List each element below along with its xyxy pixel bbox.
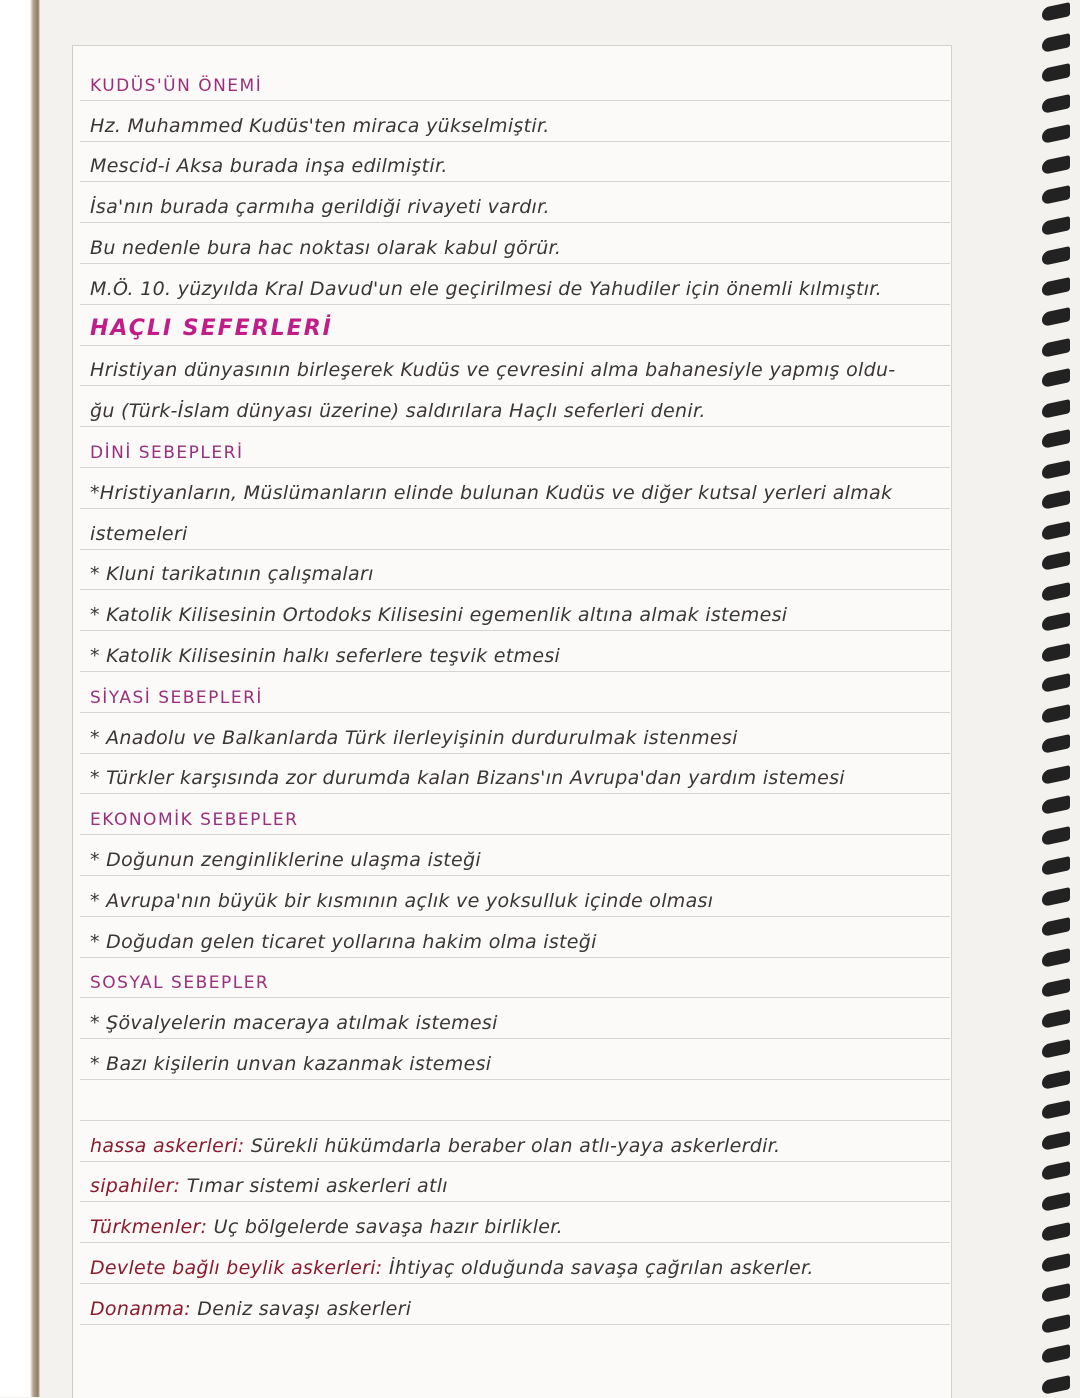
definition-text: İhtiyaç olduğunda savaşa çağrılan askerler. xyxy=(382,1256,814,1279)
definition-text: Sürekli hükümdarla beraber olan atlı-yaya askerlerdir. xyxy=(244,1134,781,1157)
spiral-ring xyxy=(1042,795,1070,815)
section-heading: SOSYAL SEBEPLER xyxy=(90,973,270,994)
spiral-ring xyxy=(1042,460,1070,480)
note-line xyxy=(80,672,950,713)
spiral-ring xyxy=(1042,1161,1070,1181)
note-line xyxy=(80,1162,950,1203)
spiral-ring xyxy=(1042,734,1070,754)
note-text: Hristiyan dünyasının birleşerek Kudüs ve çevresini alma bahanesiyle yapmış oldu- xyxy=(90,359,896,382)
spiral-ring xyxy=(1042,978,1070,998)
note-text: * Avrupa'nın büyük bir kısmının açlık ve yoksulluk içinde olması xyxy=(90,889,714,912)
note-line xyxy=(80,590,950,631)
spiral-ring xyxy=(1042,1375,1070,1395)
spiral-ring xyxy=(1042,765,1070,785)
spiral-ring xyxy=(1042,1039,1070,1059)
definition xyxy=(90,1135,780,1157)
note-text: İsa'nın burada çarmıha gerildiği rivayeti vardır. xyxy=(90,196,550,219)
definition-label: Türkmenler: xyxy=(90,1216,208,1239)
definition-label: hassa askerleri: xyxy=(90,1134,245,1157)
note-text: * Doğunun zenginliklerine ulaşma isteği xyxy=(90,848,481,871)
note-line xyxy=(80,1202,950,1243)
note-text: * Anadolu ve Balkanlarda Türk ilerleyişinin durdurulmak istenmesi xyxy=(90,726,738,749)
spiral-ring xyxy=(1042,917,1070,937)
spiral-ring xyxy=(1042,1131,1070,1151)
note-line xyxy=(80,305,950,346)
spiral-ring xyxy=(1042,582,1070,602)
note-line xyxy=(80,998,950,1039)
definition-text: Uç bölgelerde savaşa hazır birlikler. xyxy=(207,1216,563,1239)
note-text: * Şövalyelerin maceraya atılmak istemesi xyxy=(90,1012,498,1035)
spiral-ring xyxy=(1042,429,1070,449)
spiral-ring xyxy=(1042,1070,1070,1090)
note-text: Mescid-i Aksa burada inşa edilmiştir. xyxy=(90,155,448,178)
spiral-ring xyxy=(1042,1009,1070,1029)
spiral-ring xyxy=(1042,1222,1070,1242)
spiral-ring xyxy=(1042,1344,1070,1364)
note-line xyxy=(80,386,950,427)
spiral-ring xyxy=(1042,948,1070,968)
definition xyxy=(90,1298,411,1320)
spiral-ring xyxy=(1042,338,1070,358)
spiral-ring xyxy=(1042,1253,1070,1273)
note-line xyxy=(80,427,950,468)
definition-text: Tımar sistemi askerleri atlı xyxy=(180,1175,448,1198)
definition-label: sipahiler: xyxy=(90,1175,181,1198)
note-text: * Kluni tarikatının çalışmaları xyxy=(90,563,374,586)
note-line xyxy=(80,142,950,183)
note-line xyxy=(80,917,950,958)
note-line xyxy=(80,346,950,387)
note-text: * Bazı kişilerin unvan kazanmak istemesi xyxy=(90,1052,492,1075)
spiral-ring xyxy=(1042,673,1070,693)
spiral-ring xyxy=(1042,551,1070,571)
section-heading: KUDÜS'ÜN ÖNEMİ xyxy=(90,75,263,96)
spiral-ring xyxy=(1042,887,1070,907)
note-text: * Katolik Kilisesinin Ortodoks Kilisesini egemenlik altına almak istemesi xyxy=(90,604,788,627)
spiral-ring xyxy=(1042,1192,1070,1212)
spiral-ring xyxy=(1042,94,1070,114)
spiral-ring xyxy=(1042,612,1070,632)
definition-text: Deniz savaşı askerleri xyxy=(190,1297,412,1320)
page-edge xyxy=(0,0,40,1397)
spiral-ring xyxy=(1042,246,1070,266)
spiral-ring xyxy=(1042,155,1070,175)
spiral-ring xyxy=(1042,490,1070,510)
note-line xyxy=(80,713,950,754)
spiral-ring xyxy=(1042,368,1070,388)
spiral-ring xyxy=(1042,826,1070,846)
note-line xyxy=(80,264,950,305)
note-text: * Katolik Kilisesinin halkı seferlere teşvik etmesi xyxy=(90,644,561,667)
notes-lines xyxy=(80,60,950,1325)
note-line xyxy=(80,182,950,223)
note-line xyxy=(80,509,950,550)
spiral-ring xyxy=(1042,307,1070,327)
note-text: istemeleri xyxy=(90,522,188,545)
spiral-ring xyxy=(1042,643,1070,663)
note-text: Bu nedenle bura hac noktası olarak kabul görür. xyxy=(90,236,562,259)
note-text: *Hristiyanların, Müslümanların elinde bulunan Kudüs ve diğer kutsal yerleri almak xyxy=(90,481,893,504)
section-heading: DİNİ SEBEPLERİ xyxy=(90,442,244,463)
spiral-ring xyxy=(1042,399,1070,419)
definition-label: Donanma: xyxy=(90,1297,191,1320)
note-line xyxy=(80,794,950,835)
note-text: ğu (Türk-İslam dünyası üzerine) saldırılara Haçlı seferleri denir. xyxy=(90,400,706,423)
section-heading: SİYASİ SEBEPLERİ xyxy=(90,687,263,708)
spiral-ring xyxy=(1042,124,1070,144)
note-line xyxy=(80,223,950,264)
definition-label: Devlete bağlı beylik askerleri: xyxy=(90,1256,383,1279)
note-text: * Doğudan gelen ticaret yollarına hakim olma isteği xyxy=(90,930,597,953)
note-line xyxy=(80,1121,950,1162)
spiral-ring xyxy=(1042,704,1070,724)
note-line xyxy=(80,958,950,999)
note-text: Hz. Muhammed Kudüs'ten miraca yükselmiştir. xyxy=(90,114,550,137)
spiral-ring xyxy=(1042,856,1070,876)
note-line xyxy=(80,876,950,917)
note-line xyxy=(80,1080,950,1121)
spiral-ring xyxy=(1042,2,1070,22)
definition xyxy=(90,1216,563,1238)
section-heading: HAÇLI SEFERLERİ xyxy=(90,315,333,341)
spiral-ring xyxy=(1042,1100,1070,1120)
spiral-ring xyxy=(1042,185,1070,205)
definition xyxy=(90,1175,448,1197)
note-line xyxy=(80,835,950,876)
note-line xyxy=(80,60,950,101)
note-line xyxy=(80,101,950,142)
note-text: * Türkler karşısında zor durumda kalan Bizans'ın Avrupa'dan yardım istemesi xyxy=(90,767,845,790)
spiral-ring xyxy=(1042,277,1070,297)
section-heading: EKONOMİK SEBEPLER xyxy=(90,810,299,831)
spiral-ring xyxy=(1042,33,1070,53)
spiral-ring xyxy=(1042,521,1070,541)
note-line xyxy=(80,468,950,509)
note-line xyxy=(80,631,950,672)
note-line xyxy=(80,1243,950,1284)
note-line xyxy=(80,1039,950,1080)
spiral-ring xyxy=(1042,216,1070,236)
spiral-binding xyxy=(1030,0,1080,1397)
note-line xyxy=(80,550,950,591)
spiral-ring xyxy=(1042,63,1070,83)
spiral-ring xyxy=(1042,1314,1070,1334)
note-line xyxy=(80,754,950,795)
spiral-ring xyxy=(1042,1283,1070,1303)
note-line xyxy=(80,1284,950,1325)
note-text: M.Ö. 10. yüzyılda Kral Davud'un ele geçirilmesi de Yahudiler için önemli kılmıştır. xyxy=(90,277,882,300)
definition xyxy=(90,1257,814,1279)
